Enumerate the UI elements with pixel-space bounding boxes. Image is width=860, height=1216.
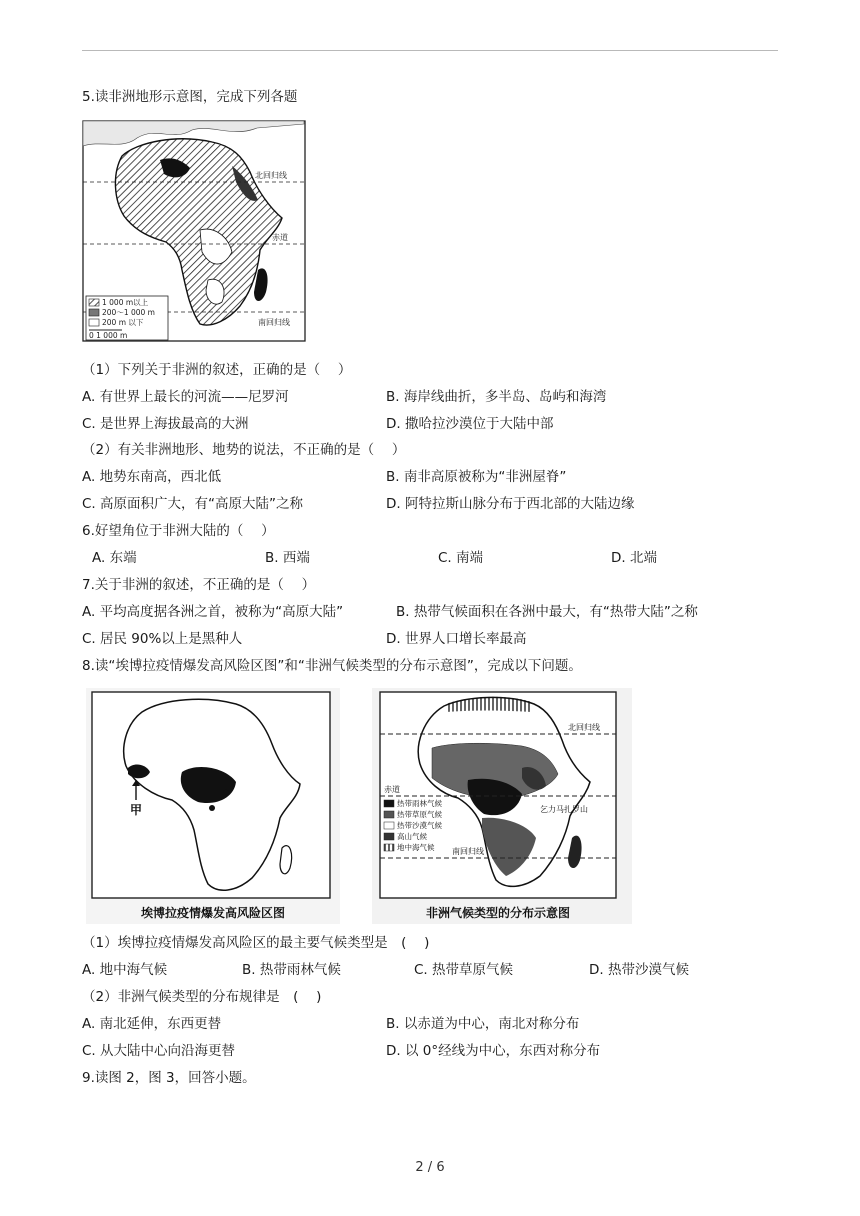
q5-sub1-option-a[interactable]: A. 有世界上最长的河流——尼罗河: [82, 389, 289, 405]
q7-option-b[interactable]: B. 热带气候面积在各洲中最大，有“热带大陆”之称: [396, 604, 698, 620]
map3-legend-3: 热带沙漠气候: [397, 821, 442, 830]
q9-stem: 9.读图 2，图 3，回答小题。: [82, 1070, 256, 1086]
q6-option-c[interactable]: C. 南端: [438, 550, 484, 566]
map3-legend-4: 高山气候: [397, 832, 427, 841]
q5-sub1-stem: （1）下列关于非洲的叙述，正确的是（ ）: [82, 362, 352, 378]
header-rule: [82, 50, 778, 51]
map3-tropic-n-label: 北回归线: [568, 723, 600, 732]
q7-option-c[interactable]: C. 居民 90%以上是黑种人: [82, 631, 243, 647]
q8-sub1-stem: （1）埃博拉疫情爆发高风险区的最主要气候类型是 ( ): [82, 935, 430, 951]
q5-sub2-option-d[interactable]: D. 阿特拉斯山脉分布于西北部的大陆边缘: [386, 496, 635, 512]
q6-option-a[interactable]: A. 东端: [92, 550, 137, 566]
map1-legend-3: 200 m 以下: [102, 318, 144, 327]
q8-stem: 8.读“埃博拉疫情爆发高风险区图”和“非洲气候类型的分布示意图”，完成以下问题。: [82, 658, 582, 674]
ebola-map-caption: 埃博拉疫情爆发高风险区图: [140, 906, 286, 920]
map3-legend-2: 热带草原气候: [397, 810, 442, 819]
map1-legend-2: 200～1 000 m: [102, 308, 155, 317]
q5-sub1-option-c[interactable]: C. 是世界上海拔最高的大洲: [82, 416, 249, 432]
q7-option-a[interactable]: A. 平均高度据各洲之首，被称为“高原大陆”: [82, 604, 344, 620]
map1-tropic-s-label: 南回归线: [258, 318, 290, 327]
q5-sub1-option-d[interactable]: D. 撒哈拉沙漠位于大陆中部: [386, 416, 554, 432]
climate-map-caption: 非洲气候类型的分布示意图: [425, 906, 571, 920]
page-number: 2 / 6: [415, 1160, 445, 1175]
q6-option-b[interactable]: B. 西端: [265, 550, 310, 566]
ebola-label-jia: 甲: [130, 803, 143, 817]
map3-legend-5: 地中海气候: [397, 843, 435, 852]
ebola-risk-map: [86, 688, 340, 924]
q8-sub1-option-b[interactable]: B. 热带雨林气候: [242, 962, 341, 978]
q5-sub2-stem: （2）有关非洲地形、地势的说法，不正确的是（ ）: [82, 442, 406, 458]
map1-legend-1: 1 000 m以上: [102, 298, 149, 307]
q5-stem: 5.读非洲地形示意图，完成下列各题: [82, 89, 298, 105]
q8-sub2-option-b[interactable]: B. 以赤道为中心，南北对称分布: [386, 1016, 580, 1032]
map3-mountain-label: 乞力马扎罗山: [540, 805, 588, 814]
map1-equator-label: 赤道: [272, 233, 288, 242]
q5-sub2-option-a[interactable]: A. 地势东南高，西北低: [82, 469, 222, 485]
q6-option-d[interactable]: D. 北端: [611, 550, 657, 566]
q7-stem: 7.关于非洲的叙述，不正确的是（ ）: [82, 577, 316, 593]
q8-sub2-option-d[interactable]: D. 以 0°经线为中心，东西对称分布: [386, 1043, 601, 1059]
q8-sub2-stem: （2）非洲气候类型的分布规律是 ( ): [82, 989, 322, 1005]
q5-sub1-option-b[interactable]: B. 海岸线曲折，多半岛、岛屿和海湾: [386, 389, 607, 405]
q8-sub2-option-c[interactable]: C. 从大陆中心向沿海更替: [82, 1043, 236, 1059]
q6-stem: 6.好望角位于非洲大陆的（ ）: [82, 523, 275, 539]
q5-sub2-option-c[interactable]: C. 高原面积广大，有“高原大陆”之称: [82, 496, 303, 512]
q7-option-d[interactable]: D. 世界人口增长率最高: [386, 631, 527, 647]
q8-sub1-option-c[interactable]: C. 热带草原气候: [414, 962, 514, 978]
q8-sub1-option-a[interactable]: A. 地中海气候: [82, 962, 168, 978]
africa-terrain-map: [82, 120, 306, 342]
map3-legend-1: 热带雨林气候: [397, 799, 442, 808]
map1-scale: 0 1 000 m: [89, 331, 128, 340]
map1-tropic-n-label: 北回归线: [255, 171, 287, 180]
africa-climate-map: [372, 688, 632, 924]
q5-sub2-option-b[interactable]: B. 南非高原被称为“非洲屋脊”: [386, 469, 567, 485]
q8-sub1-option-d[interactable]: D. 热带沙漠气候: [589, 962, 689, 978]
map3-equator-label: 赤道: [384, 785, 400, 794]
q8-sub2-option-a[interactable]: A. 南北延伸，东西更替: [82, 1016, 222, 1032]
map3-tropic-s-label: 南回归线: [452, 847, 484, 856]
